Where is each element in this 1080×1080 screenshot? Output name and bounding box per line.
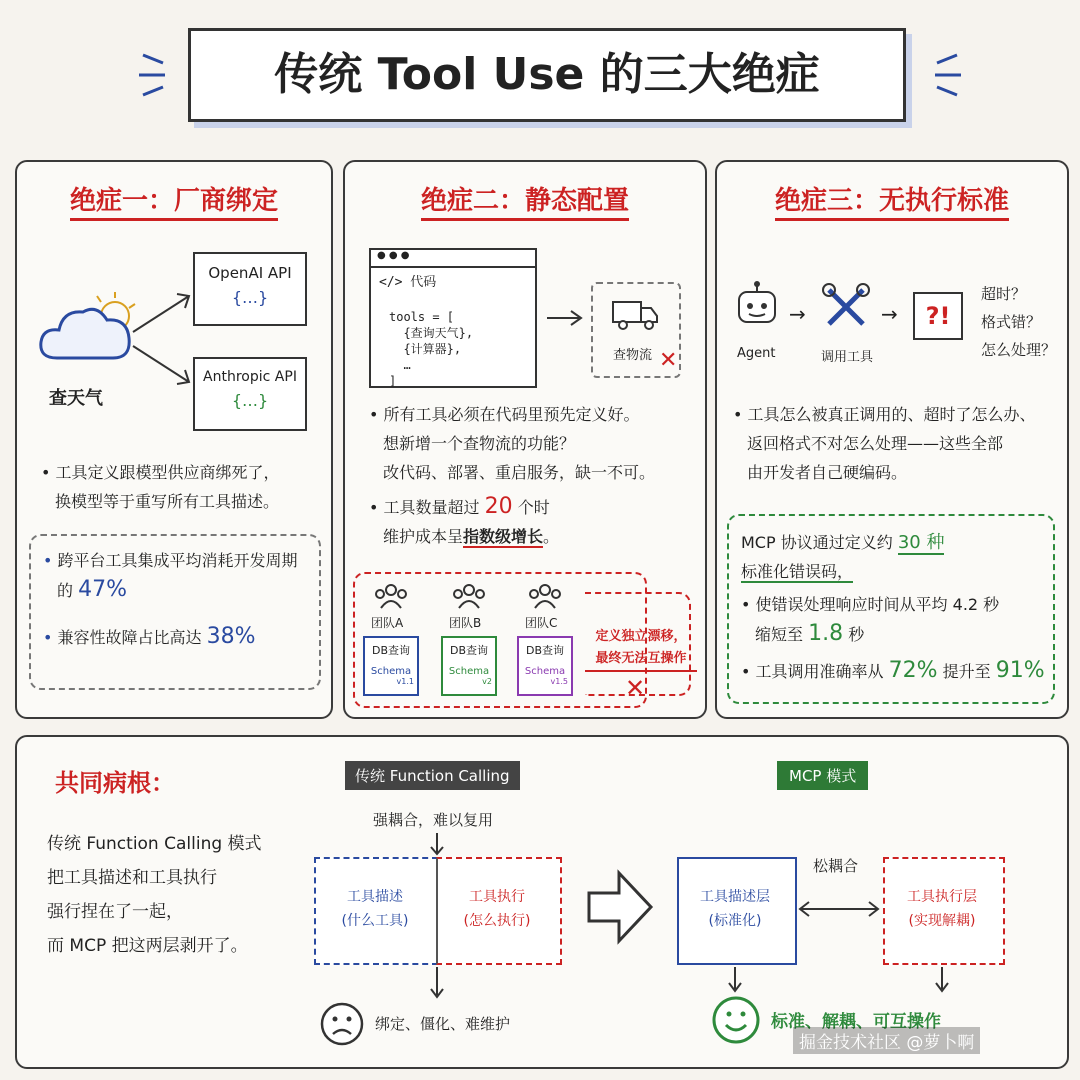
fork-arrows	[129, 282, 199, 392]
watermark: 掘金技术社区 @萝卜啊	[793, 1027, 980, 1054]
panel-root-cause	[15, 735, 1069, 1069]
code-window	[369, 248, 537, 388]
openai-api-name: OpenAI API	[208, 264, 292, 282]
alert-text: ?!	[925, 302, 951, 330]
panel3-title: 绝症三：无执行标准	[717, 180, 1067, 217]
response-time-value: 1.8	[808, 621, 844, 646]
page-title: 传统 Tool Use 的三大绝症	[274, 49, 820, 100]
panel-static-config	[343, 160, 707, 719]
trad-right-text: 工具执行 (怎么执行)	[463, 889, 531, 929]
mcp-stat2: • 工具调用准确率从 72% 提升至 91%	[741, 658, 1045, 683]
mcp-down-arrow-right-icon	[932, 965, 952, 995]
anthropic-api-body: {…}	[231, 391, 269, 410]
openai-api-box	[193, 252, 307, 326]
truck-cross-icon: ✕	[659, 348, 678, 373]
trad-note-arrow-icon	[427, 831, 447, 857]
panel1-stat2: • 兼容性故障占比高达 38%	[43, 624, 256, 649]
mcp-right-text: 工具执行层 (实现解耦)	[907, 889, 977, 929]
panel2-bullet1: • 所有工具必须在代码里预先定义好。 想新增一个查物流的功能？ 改代码、部署、重启服务，缺一不可。	[369, 405, 656, 482]
robot-icon	[735, 280, 779, 336]
tool-count-value: 20	[484, 494, 513, 519]
question-list: 超时？ 格式错？ 怎么处理？	[981, 285, 1057, 359]
anthropic-api-box	[193, 357, 307, 431]
team-c-name: 团队C	[525, 616, 558, 630]
mcp-tag: MCP 模式	[777, 761, 868, 790]
team-a-people-icon	[373, 582, 409, 610]
team-b-ver: v2	[482, 677, 492, 686]
team-a-db: DB查询	[371, 644, 411, 657]
root-cause-title: 共同病根：	[55, 769, 175, 797]
transition-arrow-icon	[585, 867, 655, 947]
team-b-doc	[441, 636, 497, 696]
drift-cross-icon: ✕	[625, 674, 646, 702]
code-lines: tools = [ {查询天气}, {计算器}, … ]	[389, 310, 474, 388]
tool-call-label: 调用工具	[821, 350, 874, 365]
trad-down-arrow-icon	[427, 965, 447, 1001]
team-c-ver: v1.5	[550, 677, 568, 686]
cloud-label: 查天气	[49, 388, 103, 409]
team-c-people-icon	[527, 582, 563, 610]
panel1-bullet: • 工具定义跟模型供应商绑死了， 换模型等于重写所有工具描述。	[41, 463, 280, 511]
accuracy-value: 91%	[995, 658, 1045, 683]
team-b-name: 团队B	[449, 616, 482, 630]
stat2-value: 38%	[206, 624, 256, 649]
window-dots-icon: ● ● ●	[371, 250, 535, 268]
panel-no-standard	[715, 160, 1069, 719]
team-a-doc	[363, 636, 419, 696]
panel1-stat1: • 跨平台工具集成平均消耗开发周期 的 47%	[43, 551, 298, 602]
panel-vendor-lock	[15, 160, 333, 719]
team-c-db: DB查询	[525, 644, 565, 657]
trad-note: 强耦合，难以复用	[373, 811, 494, 829]
happy-face-icon	[711, 995, 761, 1045]
left-sparkle-icon	[135, 45, 175, 105]
right-arrow-icon	[545, 308, 585, 328]
openai-api-body: {…}	[231, 288, 269, 307]
stat1-value: 47%	[78, 577, 128, 602]
panel2-bullet2: • 工具数量超过 20 个时 维护成本呈指数级增长。	[369, 494, 560, 546]
mcp-note: 松耦合	[813, 857, 859, 875]
team-b-schema: Schema	[448, 666, 490, 677]
alert-box	[913, 292, 963, 340]
right-sparkle-icon	[925, 45, 965, 105]
code-header: </> 代码	[379, 275, 437, 290]
error-code-count: 30 种	[897, 532, 945, 553]
team-a-name: 团队A	[371, 616, 404, 630]
mcp-left-text: 工具描述层 (标准化)	[700, 889, 770, 929]
panel1-title: 绝症一：厂商绑定	[17, 180, 331, 217]
panel3-bullet: • 工具怎么被真正调用的、超时了怎么办、 返回格式不对怎么处理——这些全部 由开发者自己硬编码。	[733, 405, 1036, 482]
root-cause-desc: 传统 Function Calling 模式 把工具描述和工具执行 强行捏在了一起， 而 MCP 把这两层剥开了。	[47, 834, 262, 956]
trad-tag: 传统 Function Calling	[345, 761, 520, 790]
panel2-title: 绝症二：静态配置	[345, 180, 705, 217]
trad-left-text: 工具描述 (什么工具)	[341, 889, 409, 929]
team-b-people-icon	[451, 582, 487, 610]
truck-label: 查物流	[613, 348, 653, 363]
mcp-intro: MCP 协议通过定义约 30 种 标准化错误码，	[741, 532, 945, 581]
truck-icon	[611, 296, 661, 332]
agent-label: Agent	[737, 346, 776, 361]
team-a-ver: v1.1	[396, 677, 414, 686]
team-b-db: DB查询	[449, 644, 489, 657]
mcp-result: 标准、解耦、可互操作	[771, 1012, 941, 1032]
arrow-2-icon: →	[881, 302, 898, 326]
trad-result: 绑定、僵化、难维护	[375, 1015, 511, 1033]
exponential-growth: 指数级增长	[463, 527, 544, 546]
anthropic-api-name: Anthropic API	[203, 369, 297, 385]
tools-icon	[821, 282, 871, 332]
team-a-schema: Schema	[370, 666, 412, 677]
double-arrow-icon	[795, 899, 883, 919]
sad-face-icon	[319, 1001, 365, 1047]
mcp-stat1: • 使错误处理响应时间从平均 4.2 秒 缩短至 1.8 秒	[741, 595, 1000, 646]
team-c-doc	[517, 636, 573, 696]
arrow-1-icon: →	[789, 302, 806, 326]
mcp-down-arrow-left-icon	[725, 965, 745, 995]
drift-note: 定义独立漂移， 最终无法互操作	[585, 626, 697, 672]
team-c-schema: Schema	[524, 666, 566, 677]
title-banner	[188, 28, 906, 122]
